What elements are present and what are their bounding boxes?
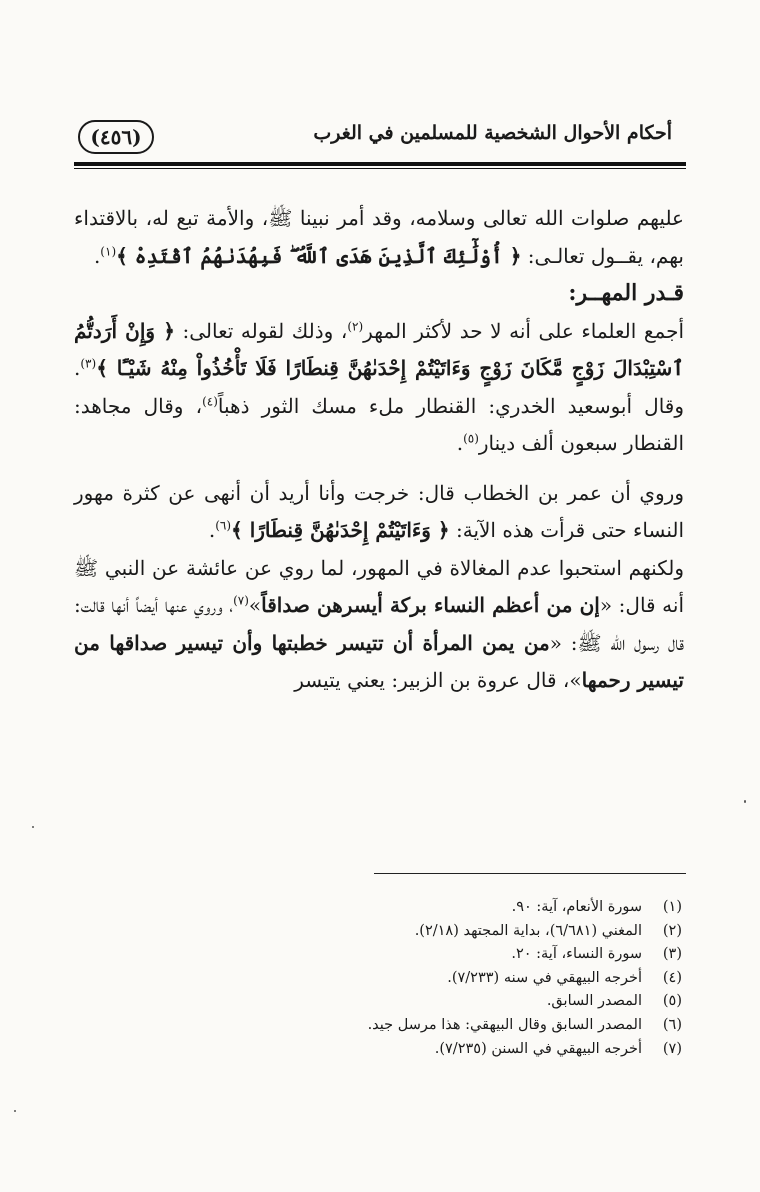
main-text — [74, 200, 684, 700]
paragraph-2: أجمع العلماء على أنه لا حد لأكثر المهر$^{(٢)}$، وذلك لقوله تعالى: ﴿ وَإِنْ أَرَدتُّمُ ٱسْتِبْدَالَ زَوْجٍ مَّكَانَ زَوْجٍ وَءَاتَيْتُمْ إِحْدَىٰهُنَّ قِنطَارًا فَلَا تَأْخُذُواْ مِنْهُ شَيْـًٔا ﴾$^{(٣)}$. وقال أبوسعيد الخدري: القنطار ملء مسك الثور ذهباً$^{(٤)}$، وقال مجاهد: القنطار سبعون ألف دينار$^{(٥)}$. — [74, 318, 685, 455]
quran-verse: ﴿ أُوْلَٰٓئِكَ ٱلَّذِينَ هَدَى ٱللَّهُ ۖ فَبِهُدَىٰهُمُ ٱقْتَدِهْ ﴾ — [116, 243, 522, 268]
hadith-quote: من يمن المرأة أن تتيسر خطبتها وأن تيسير صداقها من تيسير رحمها — [74, 630, 684, 692]
footnote-ref: (٦) — [215, 518, 232, 533]
running-title: أحكام الأحوال الشخصية للمسلمين في الغرب — [313, 122, 672, 144]
scan-speck — [744, 800, 746, 803]
footnote-item: (٣) سورة النساء، آية: ٢٠. — [511, 946, 682, 963]
hadith-quote: إن من أعظم النساء بركة أيسرهن صداقاً — [261, 593, 600, 617]
footnote-item: (٤) أخرجه البيهقي في سنه (٧/٢٣٣). — [447, 969, 682, 986]
footnote-ref: (٧) — [233, 593, 249, 608]
scan-speck — [14, 1110, 16, 1112]
page-header — [78, 116, 684, 156]
footnote-item: (٧) أخرجه البيهقي في السنن (٧/٢٣٥). — [434, 1040, 682, 1057]
section-heading: قـدر المهــر: — [568, 280, 684, 306]
footnote-ref: (٢) — [347, 318, 364, 333]
footnote-ref: (١) — [100, 243, 117, 258]
footnote-ref: (٥) — [463, 431, 479, 446]
quran-verse: ﴿ وَءَاتَيْتُمْ إِحْدَىٰهُنَّ قِنطَارًا ﴾ — [231, 518, 450, 542]
footnote-item: (٢) المغني (٦/٦٨١)، بداية المجتهد (٢/١٨). — [414, 922, 682, 939]
paragraph-3: وروي أن عمر بن الخطاب قال: خرجت وأنا أريد أن أنهى عن كثرة مهور النساء حتى قرأت هذه الآية: ﴿ وَءَاتَيْتُمْ إِحْدَىٰهُنَّ قِنطَارًا ﴾$^{(٦)}$. — [74, 480, 684, 542]
footnote-ref: (٣) — [80, 356, 97, 371]
header-rule-thin — [74, 168, 686, 169]
paragraph-1: عليهم صلوات الله تعالى وسلامه، وقد أمر نبينا ﷺ، والأمة تبع له، بالاقتداء بهم، يقــول تعالـى: ﴿ أُوْلَٰٓئِكَ ٱلَّذِينَ هَدَى ٱللَّهُ ۖ فَبِهُدَىٰهُمُ ٱقْتَدِهْ ﴾$^{(١)}$. — [74, 206, 684, 268]
footnote-separator — [374, 873, 686, 874]
paragraph-4: ولكنهم استحبوا عدم المغالاة في المهور، لما روي عن عائشة عن النبي ﷺ أنه قال: «إن من أعظم النساء بركة أيسرهن صداقاً»$^{(٧)}$، وروي عنها أيضاً أنها قالت: قال رسول الله ﷺ: «من يمن المرأة أن تتيسر خطبتها وأن تيسير صداقها من تيسير رحمها»، قال عروة بن الزبير: يعني يتيسر — [74, 555, 684, 692]
quran-verse: ﴿ وَإِنْ أَرَدتُّمُ ٱسْتِبْدَالَ زَوْجٍ مَّكَانَ زَوْجٍ وَءَاتَيْتُمْ إِحْدَىٰهُنَّ قِنطَارًا فَلَا تَأْخُذُواْ مِنْهُ شَيْـًٔا ﴾ — [74, 318, 684, 380]
footnotes-list — [122, 896, 682, 1061]
header-rule-thick — [74, 162, 686, 166]
footnote-item: (٥) المصدر السابق. — [546, 993, 682, 1010]
footnote-item: (١) سورة الأنعام، آية: ٩٠. — [511, 899, 682, 915]
footnote-item: (٦) المصدر السابق وقال البيهقي: هذا مرسل جيد. — [367, 1016, 682, 1033]
page-number: (٤٥٦) — [78, 120, 154, 154]
footnote-ref: (٤) — [202, 393, 218, 408]
scan-speck — [32, 826, 34, 828]
